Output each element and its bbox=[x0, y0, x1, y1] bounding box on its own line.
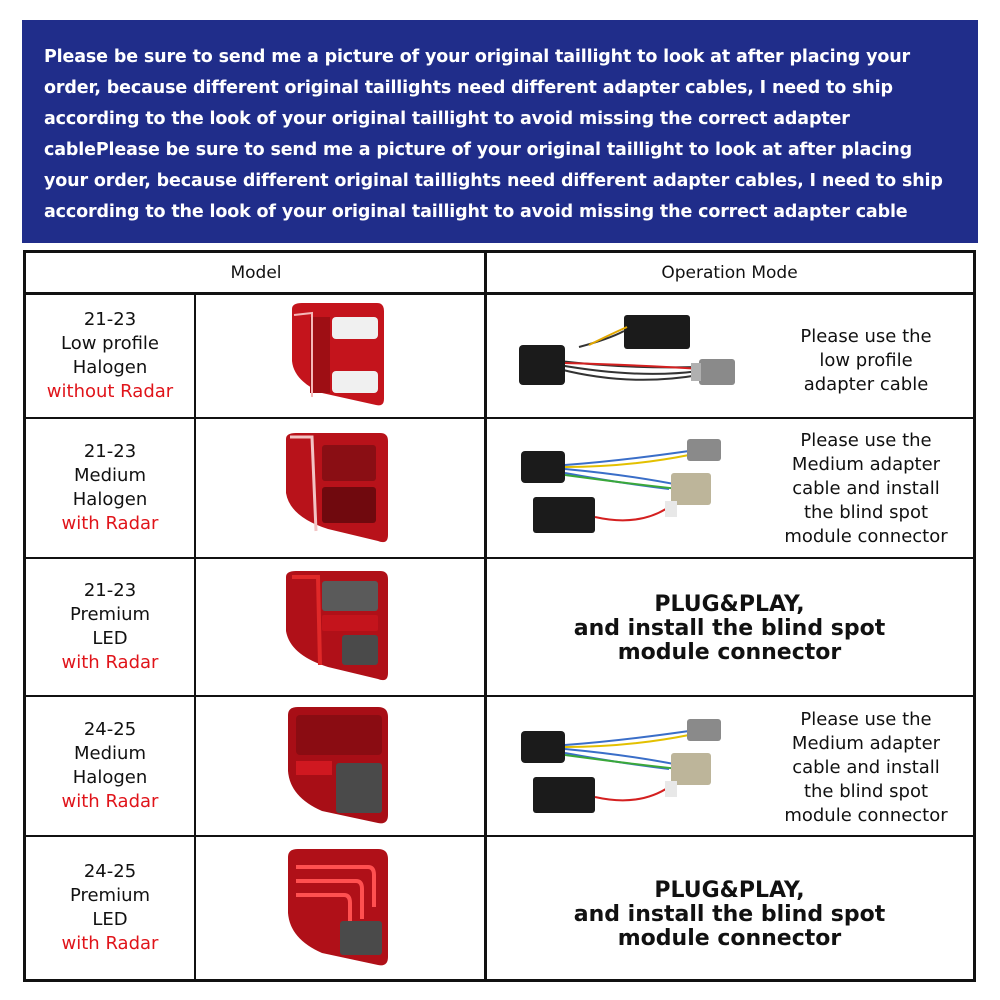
instruction-text: Please use the low profile adapter cable bbox=[800, 326, 932, 395]
notice-text: Please be sure to send me a picture of your original taillight to look at after placing your order, because different original taillights need different adapter cables, I need to ship according to the look of your original taillight to avoid missing the correct adapter cablePlease be sure to send me a picture of your original taillight to look at after placing your order, because different original taillights need different adapter cables, I need to ship according to the look of your original taillight to avoid missing the correct adapter cable bbox=[44, 47, 943, 222]
compatibility-table bbox=[23, 250, 976, 982]
taillight-image bbox=[282, 705, 392, 829]
header-model: Model bbox=[230, 263, 282, 283]
taillight-image bbox=[282, 301, 392, 413]
model-cell: 21-23 Medium Halogen with Radar bbox=[61, 441, 159, 534]
model-cell: 21-23 Low profile Halogen without Radar bbox=[46, 309, 174, 402]
low-profile-adapter-cable-image bbox=[519, 309, 739, 397]
medium-adapter-cable-image bbox=[519, 715, 759, 831]
column-divider bbox=[194, 293, 196, 979]
taillight-image bbox=[282, 847, 392, 971]
model-cell: 24-25 Premium LED with Radar bbox=[61, 861, 159, 954]
medium-adapter-cable-image bbox=[519, 435, 759, 551]
model-cell: 24-25 Medium Halogen with Radar bbox=[61, 719, 159, 812]
model-cell: 21-23 Premium LED with Radar bbox=[61, 580, 159, 673]
header-operation-mode: Operation Mode bbox=[661, 263, 798, 283]
instruction-text: Please use the Medium adapter cable and install the blind spot module connector bbox=[784, 430, 948, 547]
taillight-image bbox=[282, 569, 392, 687]
plug-and-play-text: PLUG&PLAY, and install the blind spot module connector bbox=[573, 878, 886, 951]
taillight-image bbox=[282, 431, 392, 549]
instruction-text: Please use the Medium adapter cable and install the blind spot module connector bbox=[784, 709, 948, 826]
notice-banner bbox=[22, 20, 978, 243]
plug-and-play-text: PLUG&PLAY, and install the blind spot module connector bbox=[573, 592, 886, 665]
